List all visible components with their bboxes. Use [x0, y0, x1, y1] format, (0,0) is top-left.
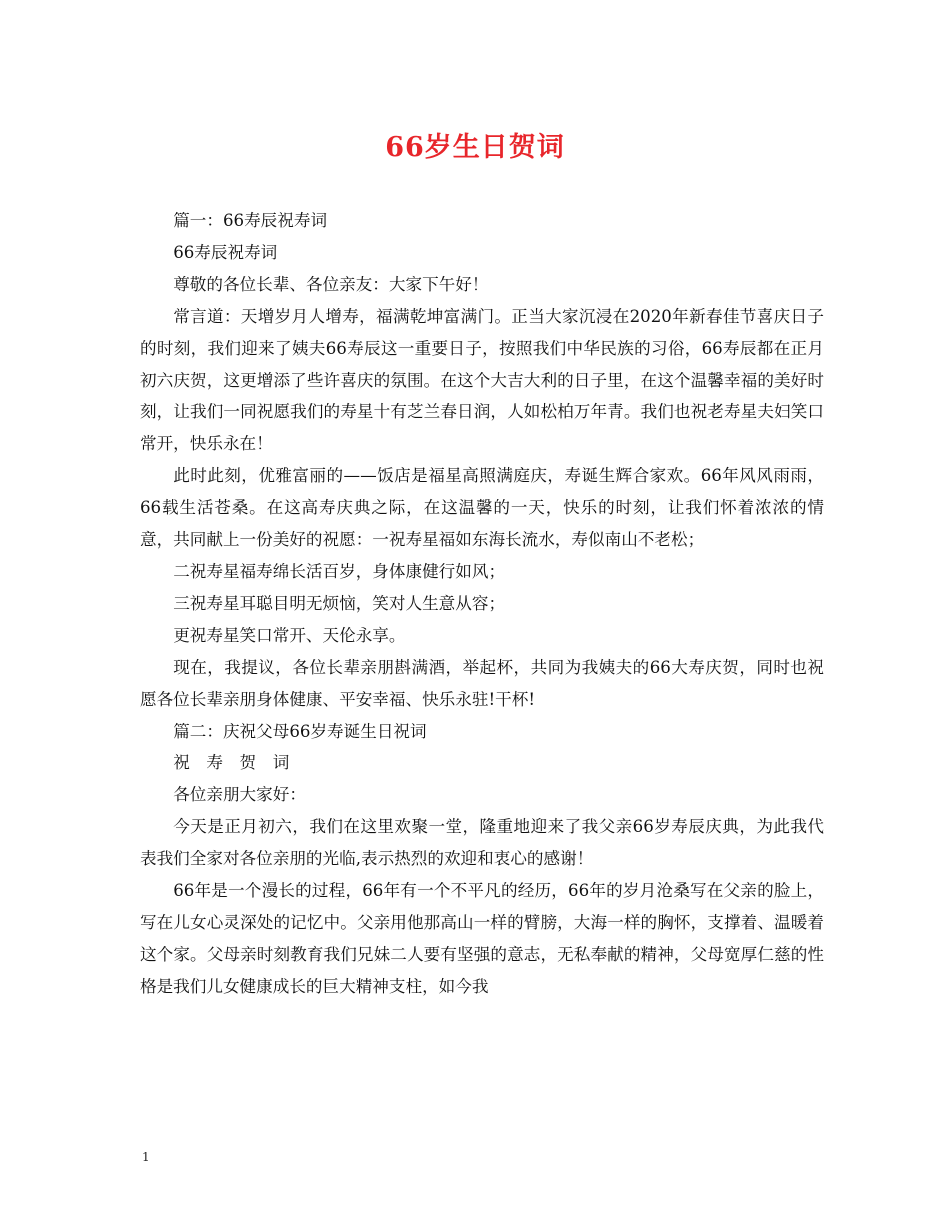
wish-line: 更祝寿星笑口常开、天伦永享。 [173, 625, 406, 645]
body-paragraph: 现在，我提议，各位长辈亲朋斟满酒，举起杯，共同为我姨夫的66大寿庆贺，同时也祝愿各位长辈亲朋身体健康、平安幸福、快乐永驻!干杯! [140, 657, 824, 709]
greeting-paragraph: 各位亲朋大家好： [173, 785, 306, 805]
greeting-paragraph: 尊敬的各位长辈、各位亲友：大家下午好！ [173, 274, 489, 294]
subheading-1: 66寿辰祝寿词 [173, 242, 278, 262]
body-paragraph: 66年是一个漫长的过程，66年有一个不平凡的经历，66年的岁月沧桑写在父亲的脸上，写在儿女心灵深处的记忆中。父亲用他那高山一样的臂膀，大海一样的胸怀，支撑着、温暖着这个家。父母亲时刻教育我们兄妹二人要有坚强的意志，无私奉献的精神，父母宽厚仁慈的性格是我们儿女健康成长的巨大精神支柱，如今我 [140, 881, 824, 996]
document-body [140, 205, 824, 1003]
body-paragraph: 常言道：天增岁月人增寿，福满乾坤富满门。正当大家沉浸在2020年新春佳节喜庆日子的时刻，我们迎来了姨夫66寿辰这一重要日子，按照我们中华民族的习俗，66寿辰都在正月初六庆贺，这更增添了些许喜庆的氛围。在这个大吉大利的日子里，在这个温馨幸福的美好时刻，让我们一同祝愿我们的寿星十有芝兰春日润，人如松柏万年青。我们也祝老寿星夫妇笑口常开，快乐永在！ [140, 306, 824, 454]
subheading-2: 祝 寿 贺 词 [173, 753, 290, 773]
wish-line: 二祝寿星福寿绵长活百岁，身体康健行如风； [173, 561, 506, 581]
document-title: 66岁生日贺词 [385, 132, 565, 163]
page-number: 1 [142, 1150, 150, 1164]
wish-line: 三祝寿星耳聪目明无烦恼，笑对人生意从容； [173, 593, 506, 613]
body-paragraph: 今天是正月初六，我们在这里欢聚一堂，隆重地迎来了我父亲66岁寿辰庆典，为此我代表我们全家对各位亲朋的光临,表示热烈的欢迎和衷心的感谢！ [140, 817, 824, 869]
section-heading-1: 篇一：66寿辰祝寿词 [173, 211, 328, 230]
section-heading-2: 篇二：庆祝父母66岁寿诞生日祝词 [173, 721, 427, 741]
body-paragraph: 此时此刻，优雅富丽的——饭店是福星高照满庭庆，寿诞生辉合家欢。66年风风雨雨，66载生活苍桑。在这高寿庆典之际，在这温馨的一天，快乐的时刻，让我们怀着浓浓的情意，共同献上一份美好的祝愿：一祝寿星福如东海长流水，寿似南山不老松； [140, 466, 824, 550]
